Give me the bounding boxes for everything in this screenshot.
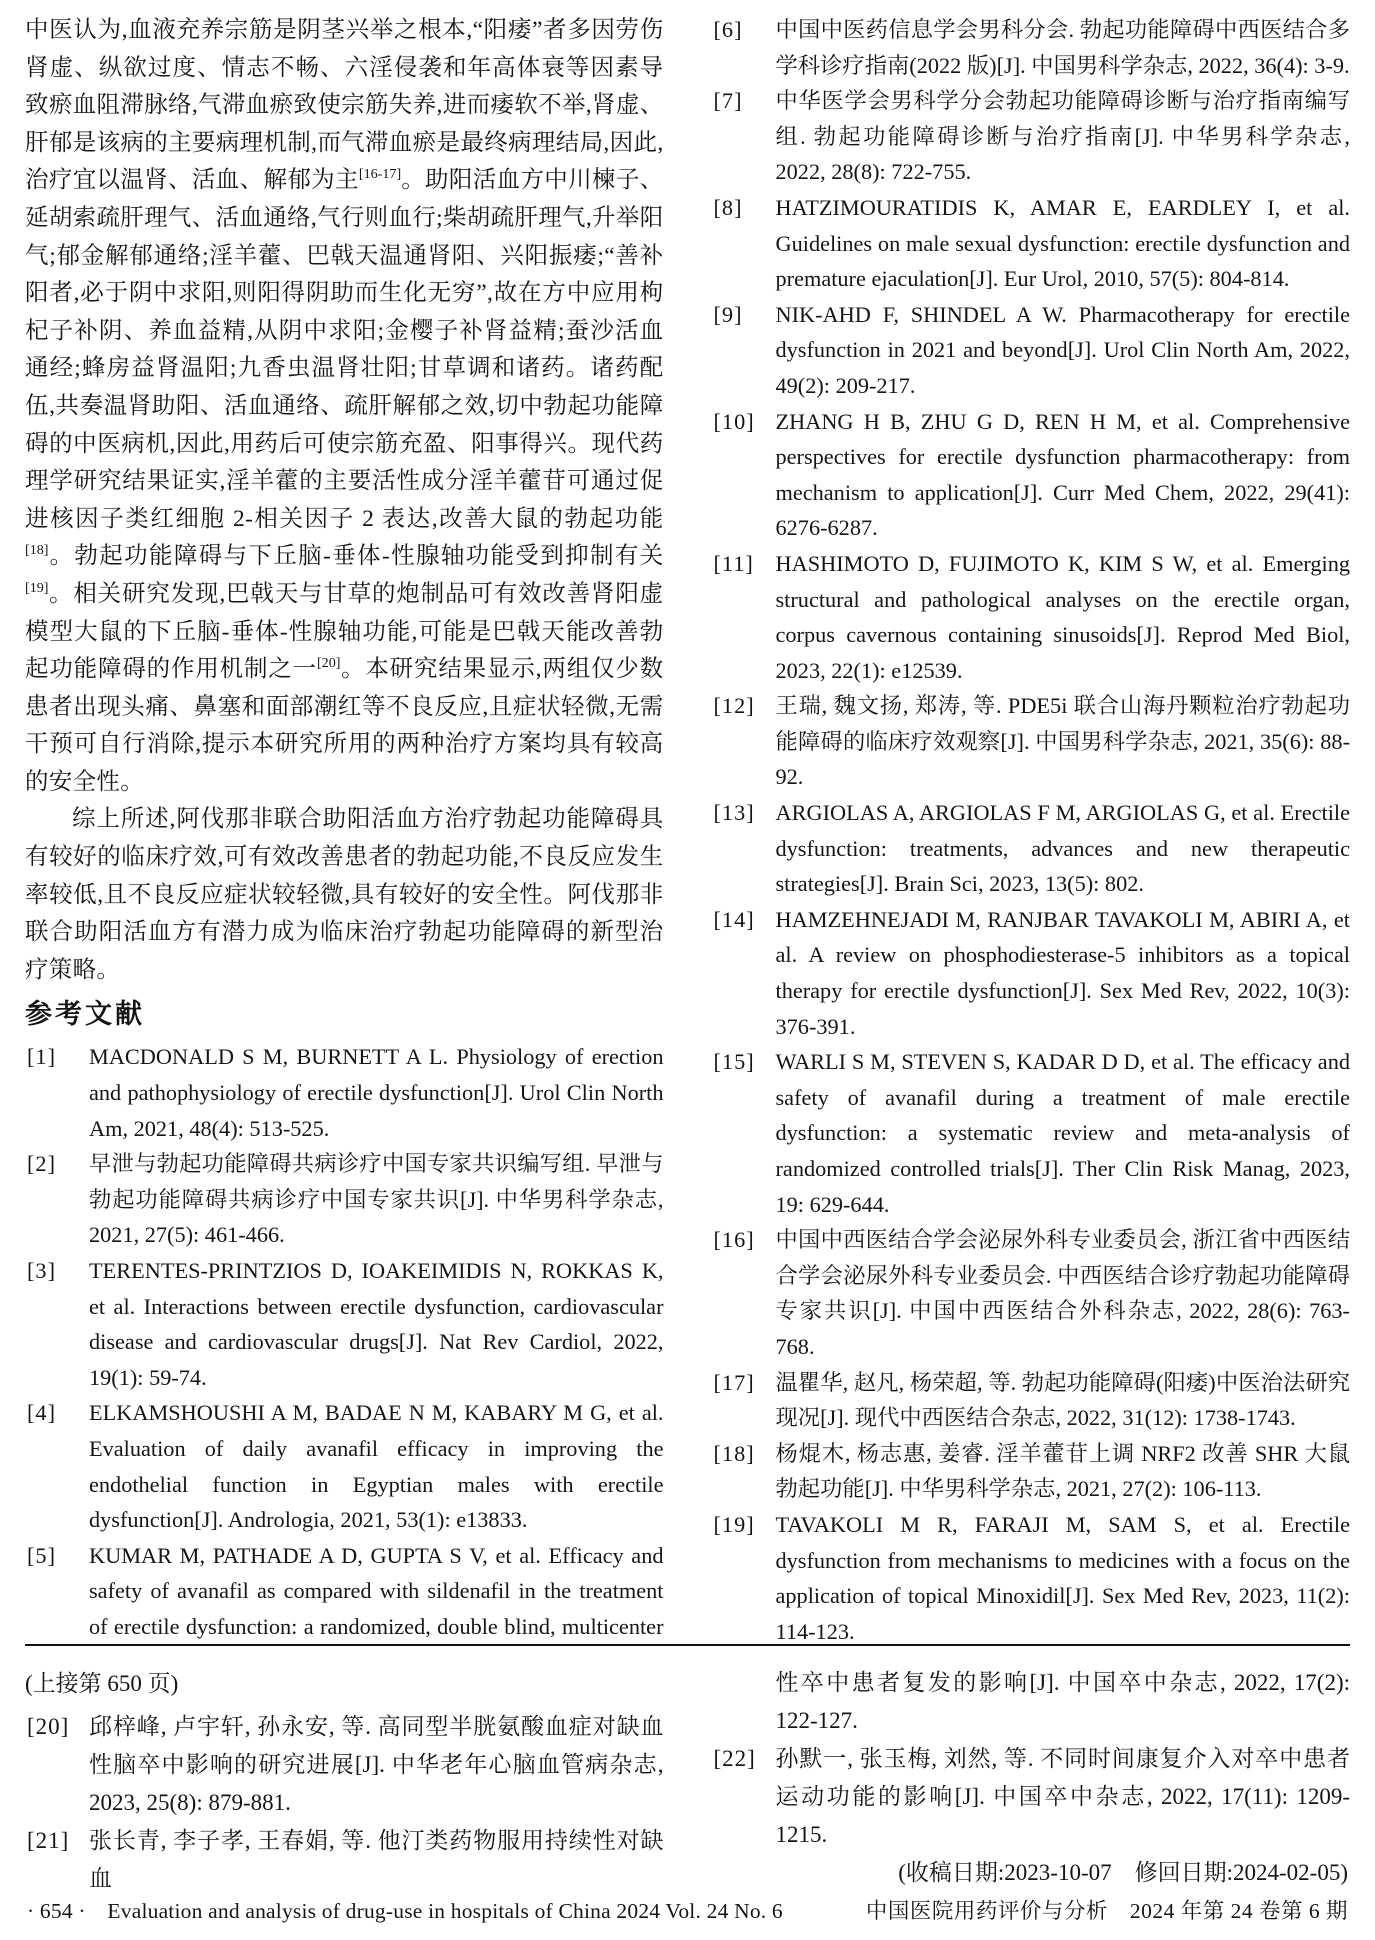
reference-text: HAMZEHNEJADI M, RANJBAR TAVAKOLI M, ABIRI A, et al. A review on phosphodiesterase-5 inhibitors as a topical therapy for erectile dysfunction[J]. Sex Med Rev, 2022, 10(3): 376-391. [775,906,1350,1039]
reference-item [25,1395,664,1537]
reference-item [25,1146,664,1253]
reference-label: [2] [27,1151,56,1177]
reference-label: [6] [713,17,743,42]
reference-item [712,297,1351,404]
reference-text: 温瞿华, 赵凡, 杨荣超, 等. 勃起功能障碍(阳痿)中医治法研究现况[J]. 现代中西医结合杂志, 2022, 31(12): 1738-1743. [775,1369,1350,1431]
references-list-right [712,12,1351,1644]
reference-text: HATZIMOURATIDIS K, AMAR E, EARDLEY I, et al. Guidelines on male sexual dysfunction: erectile dysfunction and premature ejaculation[J]. Eur Urol, 2010, 57(5): 804-814. [775,194,1350,292]
references-heading: 参考文献 [25,999,145,1030]
reference-label: [11] [713,550,754,576]
references-list-left [25,1039,664,1644]
reference-item [25,1538,664,1644]
reference-label: [16] [713,1227,755,1253]
reference-label: [18] [713,1440,755,1466]
reference-item [712,1507,1351,1644]
reference-item [25,1253,664,1395]
reference-label: [4] [27,1400,56,1426]
reference-label: [19] [713,1511,755,1537]
reference-item [712,12,1351,83]
reference-item [25,1822,664,1898]
left-column [25,12,664,1644]
reference-label: [12] [713,693,755,719]
reference-text: 中华医学会男科学分会勃起功能障碍诊断与治疗指南编写组. 勃起功能障碍诊断与治疗指南[J]. 中华男科学杂志, 2022, 28(8): 722-755. [775,88,1350,185]
reference-item [25,1039,664,1146]
reference-label: [3] [27,1258,56,1283]
continuation-note: (上接第 650 页) [25,1671,179,1696]
reference-text: WARLI S M, STEVEN S, KADAR D D, et al. The efficacy and safety of avanafil during a treatment of male erectile dysfunction: a systematic review and meta-analysis of randomized controlled trials[J]. Ther Clin Risk Manag, 2023, 19: 629-644. [775,1049,1350,1217]
received-date-note: (收稿日期:2023-10-07 修回日期:2024-02-05) [898,1860,1348,1885]
reference-text: 张长青, 李子孝, 王春娟, 等. 他汀类药物服用持续性对缺血 [89,1828,664,1891]
reference-label: [13] [713,800,755,826]
reference-label: [20] [27,1714,70,1739]
reference-item [712,795,1351,902]
reference-text: ELKAMSHOUSHI A M, BADAE N M, KABARY M G, et al. Evaluation of daily avanafil efficacy in improving the endothelial function in Egyptian males with erectile dysfunction[J]. Andrologia, 2021, 53(1): e13833. [89,1400,664,1533]
continuation-refs-left [25,1708,664,1898]
page-footer [25,1898,1350,1940]
reference-label: [22] [713,1746,756,1771]
reference-item [712,902,1351,1044]
reference-item [712,404,1351,546]
reference-text: NIK-AHD F, SHINDEL A W. Pharmacotherapy for erectile dysfunction in 2021 and beyond[J]. Urol Clin North Am, 2022, 49(2): 209-217. [775,301,1350,398]
reference-text: MACDONALD S M, BURNETT A L. Physiology of erection and pathophysiology of erectile dysfunction[J]. Urol Clin North Am, 2021, 48(4): 513-525. [89,1044,664,1141]
reference-item [712,688,1351,795]
body-paragraph: 中医认为,血液充养宗筋是阴茎兴举之根本,“阳痿”者多因劳伤肾虚、纵欲过度、情志不畅、六淫侵袭和年高体衰等因素导致瘀血阻滞脉络,气滞血瘀致使宗筋失养,进而痿软不举,肾虚、肝郁是该病的主要病理机制,而气滞血瘀是最终病理结局,因此,治疗宜以温肾、活血、解郁为主[16-17]。助阳活血方中川楝子、延胡索疏肝理气、活血通络,气行则血行;柴胡疏肝理气,升举阳气;郁金解郁通络;淫羊藿、巴戟天温通肾阳、兴阳振痿;“善补阳者,必于阴中求阳,则阳得阴助而生化无穷”,故在方中应用枸杞子补阴、养血益精,从阴中求阳;金樱子补肾益精;蚕沙活血通经;蜂房益肾温阳;九香虫温肾壮阳;甘草调和诸药。诸药配伍,共奏温肾助阳、活血通络、疏肝解郁之效,切中勃起功能障碍的中医病机,因此,用药后可使宗筋充盈、阳事得兴。现代药理学研究结果证实,淫羊藿的主要活性成分淫羊藿苷可通过促进核因子类红细胞 2-相关因子 2 表达,改善大鼠的勃起功能[18]。勃起功能障碍与下丘脑-垂体-性腺轴功能受到抑制有关[19]。相关研究发现,巴戟天与甘草的炮制品可有效改善肾阳虚模型大鼠的下丘脑-垂体-性腺轴功能,可能是巴戟天能改善勃起功能障碍的作用机制之一[20]。本研究结果显示,两组仅少数患者出现头痛、鼻塞和面部潮红等不良反应,且症状轻微,无需干预可自行消除,提示本研究所用的两种治疗方案均具有较高的安全性。 [25,17,664,795]
reference-label: [1] [27,1044,56,1070]
main-article-section [25,12,1350,1644]
reference-text: TAVAKOLI M R, FARAJI M, SAM S, et al. Erectile dysfunction from mechanisms to medicines with a focus on the application of topical Minoxidil[J]. Sex Med Rev, 2023, 11(2): 114-123. [775,1511,1350,1644]
reference-text: 邱梓峰, 卢宇轩, 孙永安, 等. 高同型半胱氨酸血症对缺血性脑卒中影响的研究进展[J]. 中华老年心脑血管病杂志, 2023, 25(8): 879-881. [89,1714,664,1815]
reference-item [712,1740,1351,1854]
reference-item [712,1222,1351,1364]
reference-text: 中国中西医结合学会泌尿外科专业委员会, 浙江省中西医结合学会泌尿外科专业委员会. 中西医结合诊疗勃起功能障碍专家共识[J]. 中国中西医结合外科杂志, 2022, 28(6): 763-768. [775,1227,1350,1359]
reference-label: [7] [713,88,743,114]
reference-text: 杨焜木, 杨志惠, 姜睿. 淫羊藿苷上调 NRF2 改善 SHR 大鼠勃起功能[J]. 中华男科学杂志, 2021, 27(2): 106-113. [775,1440,1350,1502]
reference-label: [9] [713,301,743,327]
reference-text: 王瑞, 魏文扬, 郑涛, 等. PDE5i 联合山海丹颗粒治疗勃起功能障碍的临床疗效观察[J]. 中国男科学杂志, 2021, 35(6): 88-92. [775,693,1350,790]
reference-text: ZHANG H B, ZHU G D, REN H M, et al. Comprehensive perspectives for erectile dysfunction pharmacotherapy: from mechanism to application[J]. Curr Med Chem, 2022, 29(41): 6276-6287. [775,408,1350,541]
reference-text: HASHIMOTO D, FUJIMOTO K, KIM S W, et al. Emerging structural and pathological analyses on the erectile organ, corpus cavernous containing sinusoids[J]. Reprod Med Biol, 2023, 22(1): e12539. [775,550,1350,683]
reference-label: [5] [27,1542,56,1568]
right-column [712,12,1351,1644]
reference-item [712,1044,1351,1222]
reference-item [712,83,1351,190]
reference-label: [10] [713,408,755,434]
reference-label: [15] [713,1049,755,1075]
continuation-left-column [25,1664,664,1898]
reference-text: 孙默一, 张玉梅, 刘然, 等. 不同时间康复介入对卒中患者运动功能的影响[J]. 中国卒中杂志, 2022, 17(11): 1209-1215. [775,1746,1350,1847]
reference-label: [21] [27,1828,70,1853]
footer-page-number-journal-en: · 654 · Evaluation and analysis of drug-use in hospitals of China 2024 Vol. 24 No. 6 [27,1899,783,1923]
reference-text: ARGIOLAS A, ARGIOLAS F M, ARGIOLAS G, et al. Erectile dysfunction: treatments, advances and new therapeutic strategies[J]. Brain Sci, 2023, 13(5): 802. [775,800,1350,897]
reference-item [712,1365,1351,1436]
reference-label: [14] [713,906,755,932]
reference-text: 早泄与勃起功能障碍共病诊疗中国专家共识编写组. 早泄与勃起功能障碍共病诊疗中国专家共识[J]. 中华男科学杂志, 2021, 27(5): 461-466. [89,1151,664,1248]
continuation-right-column [712,1664,1351,1898]
reference-overflow-text: 性卒中患者复发的影响[J]. 中国卒中杂志, 2022, 17(2): 122-127. [775,1670,1350,1733]
continuation-refs-right [712,1740,1351,1854]
continuation-section [25,1646,1350,1898]
reference-item [712,1436,1351,1507]
reference-text: TERENTES-PRINTZIOS D, IOAKEIMIDIS N, ROKKAS K, et al. Interactions between erectile dysfunction, cardiovascular disease and cardiovascular drugs[J]. Nat Rev Cardiol, 2022, 19(1): 59-74. [89,1258,664,1390]
reference-label: [8] [713,194,743,220]
reference-text: 中国中医药信息学会男科分会. 勃起功能障碍中西医结合多学科诊疗指南(2022 版)[J]. 中国男科学杂志, 2022, 36(4): 3-9. [775,17,1350,78]
footer-journal-cn: 中国医院用药评价与分析 2024 年第 24 卷第 6 期 [865,1899,1348,1923]
reference-item [712,546,1351,688]
body-paragraph-conclusion: 综上所述,阿伐那非联合助阳活血方治疗勃起功能障碍具有较好的临床疗效,可有效改善患者的勃起功能,不良反应发生率较低,且不良反应症状较轻微,具有较好的安全性。阿伐那非联合助阳活血方有潜力成为临床治疗勃起功能障碍的新型治疗策略。 [25,806,664,983]
reference-item [712,190,1351,297]
reference-label: [17] [713,1369,755,1395]
reference-text: KUMAR M, PATHADE A D, GUPTA S V, et al. Efficacy and safety of avanafil as compared with sildenafil in the treatment of erectile dysfunction: a randomized, double blind, multicenter [89,1542,664,1639]
reference-item [25,1708,664,1822]
